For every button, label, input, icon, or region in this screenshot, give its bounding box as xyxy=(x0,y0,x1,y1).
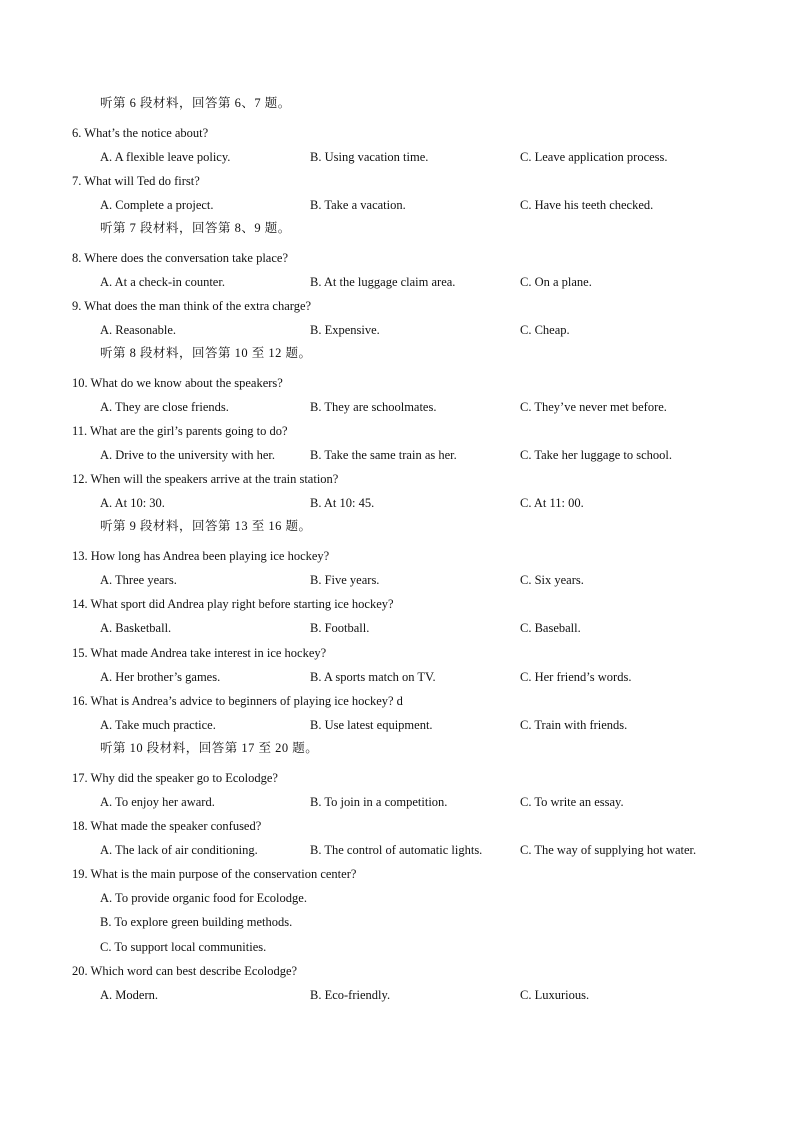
option-16c: C. Train with friends. xyxy=(520,718,628,732)
option-11b: B. Take the same train as her. xyxy=(310,448,457,462)
option-11c: C. Take her luggage to school. xyxy=(520,448,672,462)
option-19b: B. To explore green building methods. xyxy=(100,915,293,929)
question-9: 9. What does the man think of the extra charge? xyxy=(72,299,312,313)
option-7a: A. Complete a project. xyxy=(100,198,214,212)
question-11: 11. What are the girl’s parents going to do? xyxy=(72,424,288,438)
option-9c: C. Cheap. xyxy=(520,323,570,337)
option-10c: C. They’ve never met before. xyxy=(520,400,667,414)
option-11a: A. Drive to the university with her. xyxy=(100,448,275,462)
option-16b: B. Use latest equipment. xyxy=(310,718,433,732)
question-6: 6. What’s the notice about? xyxy=(72,126,209,140)
option-8a: A. At a check-in counter. xyxy=(100,275,225,289)
option-18a: A. The lack of air conditioning. xyxy=(100,843,258,857)
option-15c: C. Her friend’s words. xyxy=(520,670,632,684)
option-10a: A. They are close friends. xyxy=(100,400,229,414)
option-13b: B. Five years. xyxy=(310,573,380,587)
option-8c: C. On a plane. xyxy=(520,275,592,289)
option-20a: A. Modern. xyxy=(100,988,158,1002)
option-13a: A. Three years. xyxy=(100,573,177,587)
section-header: 听第 9 段材料，回答第 13 至 16 题。 xyxy=(100,519,312,533)
question-13: 13. How long has Andrea been playing ice hockey? xyxy=(72,549,330,563)
section-header: 听第 10 段材料，回答第 17 至 20 题。 xyxy=(100,741,319,755)
question-18: 18. What made the speaker confused? xyxy=(72,819,262,833)
section-header: 听第 8 段材料，回答第 10 至 12 题。 xyxy=(100,346,312,360)
option-17c: C. To write an essay. xyxy=(520,795,624,809)
option-18b: B. The control of automatic lights. xyxy=(310,843,483,857)
question-19: 19. What is the main purpose of the conservation center? xyxy=(72,867,357,881)
option-7b: B. Take a vacation. xyxy=(310,198,406,212)
option-12a: A. At 10: 30. xyxy=(100,496,165,510)
question-17: 17. Why did the speaker go to Ecolodge? xyxy=(72,771,278,785)
option-15a: A. Her brother’s games. xyxy=(100,670,221,684)
option-8b: B. At the luggage claim area. xyxy=(310,275,456,289)
option-19c: C. To support local communities. xyxy=(100,940,267,954)
option-20c: C. Luxurious. xyxy=(520,988,590,1002)
question-8: 8. Where does the conversation take place? xyxy=(72,251,288,265)
section-header: 听第 7 段材料，回答第 8、9 题。 xyxy=(100,221,291,235)
option-15b: B. A sports match on TV. xyxy=(310,670,436,684)
option-13c: C. Six years. xyxy=(520,573,584,587)
option-16a: A. Take much practice. xyxy=(100,718,216,732)
option-12b: B. At 10: 45. xyxy=(310,496,375,510)
question-15: 15. What made Andrea take interest in ice hockey? xyxy=(72,646,327,660)
option-9a: A. Reasonable. xyxy=(100,323,177,337)
question-10: 10. What do we know about the speakers? xyxy=(72,376,283,390)
option-17a: A. To enjoy her award. xyxy=(100,795,215,809)
option-14c: C. Baseball. xyxy=(520,621,581,635)
question-7: 7. What will Ted do first? xyxy=(72,174,200,188)
option-14b: B. Football. xyxy=(310,621,370,635)
option-6a: A. A flexible leave policy. xyxy=(100,150,231,164)
option-20b: B. Eco-friendly. xyxy=(310,988,391,1002)
option-17b: B. To join in a competition. xyxy=(310,795,448,809)
option-19a: A. To provide organic food for Ecolodge. xyxy=(100,891,307,905)
question-12: 12. When will the speakers arrive at the train station? xyxy=(72,472,339,486)
option-12c: C. At 11: 00. xyxy=(520,496,584,510)
option-18c: C. The way of supplying hot water. xyxy=(520,843,697,857)
option-14a: A. Basketball. xyxy=(100,621,172,635)
question-20: 20. Which word can best describe Ecolodge? xyxy=(72,964,298,978)
option-6c: C. Leave application process. xyxy=(520,150,668,164)
section-header: 听第 6 段材料，回答第 6、7 题。 xyxy=(100,96,291,110)
option-10b: B. They are schoolmates. xyxy=(310,400,437,414)
question-14: 14. What sport did Andrea play right before starting ice hockey? xyxy=(72,597,394,611)
option-6b: B. Using vacation time. xyxy=(310,150,429,164)
option-9b: B. Expensive. xyxy=(310,323,380,337)
question-16: 16. What is Andrea’s advice to beginners of playing ice hockey? d xyxy=(72,694,403,708)
option-7c: C. Have his teeth checked. xyxy=(520,198,654,212)
